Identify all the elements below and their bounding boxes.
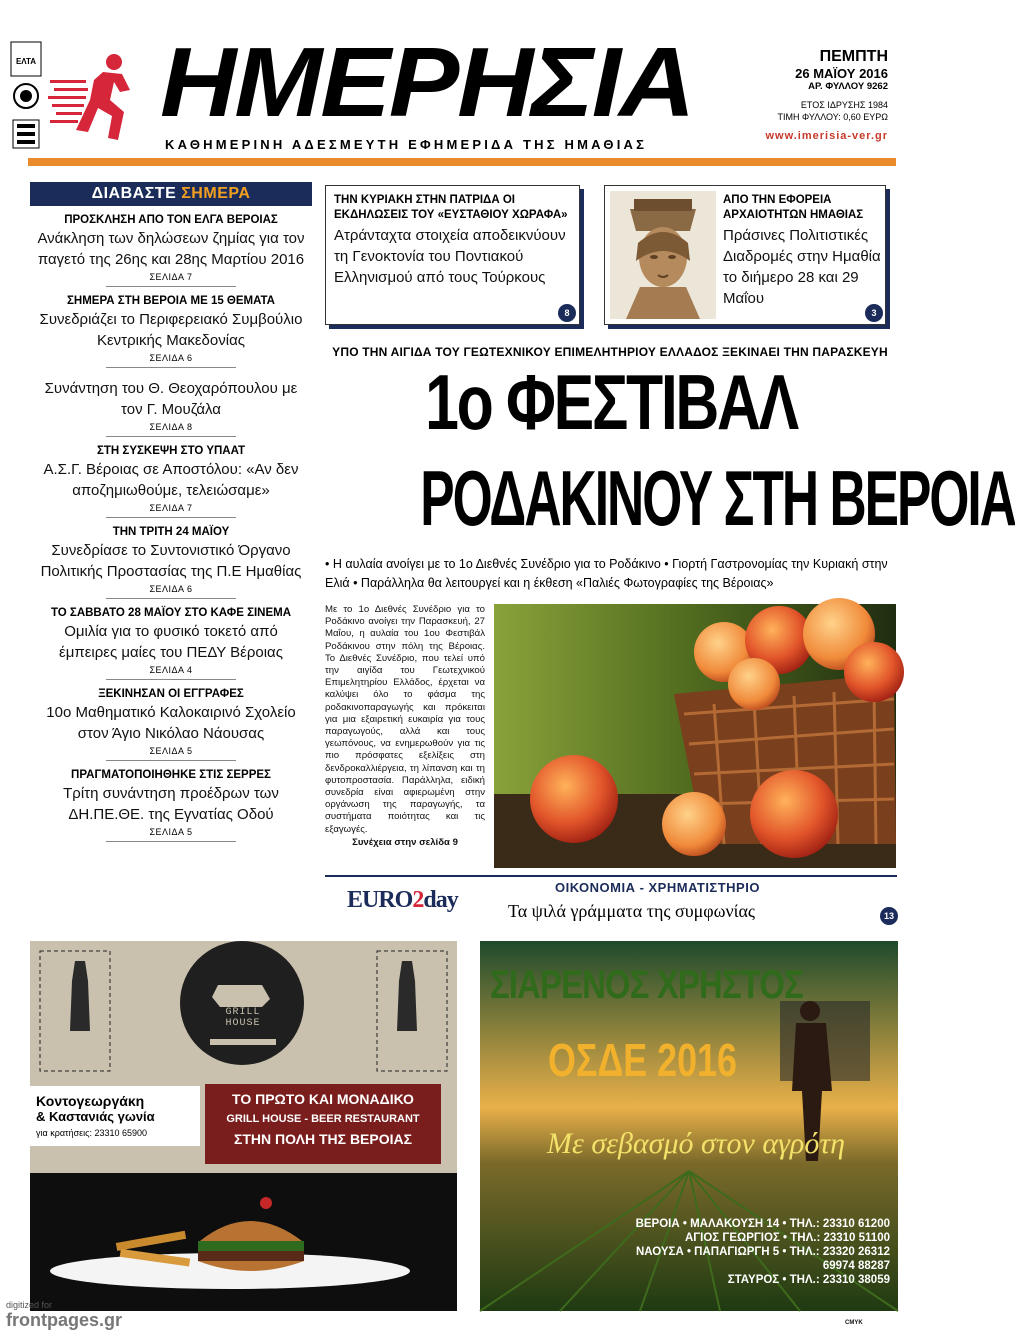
- grill-address-block: [36, 1093, 196, 1138]
- grill-line-1: ΤΟ ΠΡΩΤΟ ΚΑΙ ΜΟΝΑΔΙΚΟ: [232, 1091, 414, 1107]
- farm-contacts: [590, 1217, 890, 1287]
- farm-name: ΣΙΑΡΕΝΟΣ ΧΡΗΣΤΟΣ: [490, 963, 803, 1007]
- lead-headline-line-1: 1ο ΦΕΣΤΙΒΑΛ: [425, 358, 797, 446]
- runner-logo-icon: [48, 50, 148, 145]
- founded-year: ΕΤΟΣ ΙΔΡΥΣΗΣ 1984: [800, 100, 888, 110]
- farm-contact-line: ΑΓΙΟΣ ΓΕΩΡΓΙΟΣ • ΤΗΛ.: 23310 51100: [684, 1232, 890, 1244]
- today-story[interactable]: [30, 287, 312, 368]
- issue-price: ΤΙΜΗ ΦΥΛΛΟΥ: 0,60 ΕΥΡΩ: [777, 112, 888, 122]
- euro2day-logo-c: day: [423, 887, 458, 913]
- euro2day-logo-a: EURO: [347, 887, 413, 913]
- lead-article-body: Με το 1ο Διεθνές Συνέδριο για το Ροδάκινο ανοίγει την Παρασκευή, 27 Μαΐου, η αυλαία του 1ου Φεστιβάλ Ροδάκινου στην πόλη της Βέροιας. Το Διεθνές Συνέδριο, που τελεί υπό την αιγίδα του Γεωτεχνικού Επιμελητηρίου Ελλάδος, έρχεται να καλύψει όλο το φάσμα της ροδακινοπαραγωγής και πρόκειται για μια εξαιρετική ευκαιρία για τους παραγωγούς, αλλά και τους γεωπόνους, να ενημερωθούν για τις πιο πρόσφατες εξελίξεις στη δενδροκαλλιέργεια, τη λίπανση και τη φυτοπροστασία. Παράλληλα, ειδική συνεδρία είναι αφιερωμένη στην οργάνωση της παραγωγής, τα συστήματα ποιότητας και τις εξαγωγές.: [325, 604, 485, 835]
- today-story-page: ΣΕΛΙΔΑ 5: [106, 827, 236, 842]
- lead-article: [325, 604, 485, 849]
- farm-contact-line: ΝΑΟΥΣΑ • ΠΑΠΑΓΙΩΡΓΗ 5 • ΤΗΛ.: 23320 26312: [635, 1246, 890, 1258]
- today-story-kicker: ΣΤΗ ΣΥΣΚΕΨΗ ΣΤΟ ΥΠΑΑΤ: [97, 445, 245, 457]
- postal-badges: [10, 40, 44, 150]
- teaser-genocide[interactable]: [325, 185, 580, 325]
- website-link[interactable]: www.imerisia-ver.gr: [765, 130, 888, 142]
- grill-line-3: ΣΤΗΝ ΠΟΛΗ ΤΗΣ ΒΕΡΟΙΑΣ: [233, 1131, 413, 1147]
- today-story[interactable]: [30, 206, 312, 287]
- today-story[interactable]: [30, 599, 312, 680]
- today-story-page: ΣΕΛΙΔΑ 7: [106, 272, 236, 287]
- lead-headline[interactable]: [322, 358, 1015, 542]
- lead-headline-line-2: ΡΟΔΑΚΙΝΟΥ ΣΤΗ ΒΕΡΟΙΑ: [420, 454, 1015, 542]
- economy-page: 13: [880, 907, 898, 925]
- euro2day-logo: [347, 887, 458, 914]
- today-story-page: ΣΕΛΙΔΑ 6: [106, 353, 236, 368]
- today-story-page: ΣΕΛΙΔΑ 4: [106, 665, 236, 680]
- farm-osde: ΟΣΔΕ 2016: [548, 1034, 737, 1086]
- today-story-body: Συνεδρίασε το Συντονιστικό Όργανο Πολιτικής Προστασίας της Π.Ε Ημαθίας: [40, 542, 302, 580]
- teaser-archaeology-body: Πράσινες Πολιτιστικές Διαδρομές στην Ημαθία το διήμερο 28 και 29 Μαΐου: [723, 227, 881, 307]
- masthead-rule: [28, 158, 896, 166]
- farm-slogan: Με σεβασμό στον αγρότη: [547, 1127, 845, 1160]
- farm-contact-line: 69974 88287: [822, 1260, 890, 1272]
- grill-slogan-block: [210, 1091, 436, 1147]
- today-story-body: Ανάκληση των δηλώσεων ζημίας για τον παγετό της 26ης και 28ης Μαρτίου 2016: [37, 230, 305, 268]
- today-story-page: ΣΕΛΙΔΑ 5: [106, 746, 236, 761]
- today-story[interactable]: [30, 518, 312, 599]
- economy-body: Τα ψιλά γράμματα της συμφωνίας: [508, 901, 756, 921]
- siarenos-ad[interactable]: [480, 941, 898, 1311]
- teaser-genocide-kicker: ΤΗΝ ΚΥΡΙΑΚΗ ΣΤΗΝ ΠΑΤΡΙΔΑ ΟΙ ΕΚΔΗΛΩΣΕΙΣ ΤΟΥ «ΕΥΣΤΑΘΙΟΥ ΧΩΡΑΦΑ»: [334, 194, 568, 221]
- grill-house-ad[interactable]: [30, 941, 457, 1311]
- teaser-genocide-page: 8: [558, 304, 576, 322]
- grill-line-2: GRILL HOUSE - BEER RESTAURANT: [226, 1113, 420, 1125]
- issue-day: ΠΕΜΠΤΗ: [819, 48, 888, 65]
- today-story[interactable]: [30, 368, 312, 437]
- today-story-kicker: ΞΕΚΙΝΗΣΑΝ ΟΙ ΕΓΓΡΑΦΕΣ: [98, 688, 244, 700]
- elta-text: ΕΛΤΑ: [15, 57, 37, 66]
- grill-phone: για κρατήσεις: 23310 65900: [36, 1128, 148, 1138]
- farm-contact-line: ΒΕΡΟΙΑ • ΜΑΛΑΚΟΥΣΗ 14 • ΤΗΛ.: 23310 61200: [635, 1218, 890, 1230]
- today-story-body: Συνεδριάζει το Περιφερειακό Συμβούλιο Κεντρικής Μακεδονίας: [39, 311, 303, 349]
- teaser-archaeology-page: 3: [865, 304, 883, 322]
- cmyk-marker: CMYK: [845, 1320, 863, 1326]
- lead-bullets: • Η αυλαία ανοίγει με το 1ο Διεθνές Συνέδριο για το Ροδάκινο • Γιορτή Γαστρονομίας την Κυριακή στην Ελιά • Παράλληλα θα λειτουργεί και η έκθεση «Παλιές Φωτογραφίες της Βέροιας»: [325, 557, 888, 590]
- today-story-page: ΣΕΛΙΔΑ 7: [106, 503, 236, 518]
- today-story-page: ΣΕΛΙΔΑ 8: [106, 422, 236, 437]
- farm-contact-line: ΣΤΑΥΡΟΣ • ΤΗΛ.: 23310 38059: [727, 1274, 890, 1286]
- teaser-archaeology[interactable]: [604, 185, 886, 325]
- grill-address-1: Κοντογεωργάκη: [36, 1093, 145, 1109]
- digitized-label: digitized for: [6, 1300, 53, 1310]
- today-story[interactable]: [30, 761, 312, 842]
- read-today-column: [30, 182, 312, 842]
- teaser-archaeology-kicker: ΑΠΟ ΤΗΝ ΕΦΟΡΕΙΑ ΑΡΧΑΙΟΤΗΤΩΝ ΗΜΑΘΙΑΣ: [723, 194, 864, 221]
- read-today-header-a: ΔΙΑΒΑΣΤΕ: [91, 185, 182, 202]
- grill-address-2: & Καστανιάς γωνία: [36, 1109, 155, 1124]
- economy-teaser[interactable]: [325, 875, 897, 930]
- today-story-body: Συνάντηση του Θ. Θεοχαρόπουλου με τον Γ. Μουζάλα: [44, 380, 298, 418]
- economy-kicker: ΟΙΚΟΝΟΜΙΑ - ΧΡΗΜΑΤΙΣΤΗΡΙΟ: [555, 880, 760, 895]
- today-story-body: 10ο Μαθηματικό Καλοκαιρινό Σχολείο στον Άγιο Νικόλαο Νάουσας: [46, 704, 296, 742]
- lead-continued-link[interactable]: Συνέχεια στην σελίδα 9: [352, 836, 458, 848]
- issue-info: [748, 48, 888, 142]
- statue-image: [610, 191, 716, 319]
- frontpages-logo[interactable]: frontpages.gr: [6, 1310, 123, 1330]
- euro2day-logo-b: 2: [412, 887, 424, 913]
- today-story-kicker: ΤΗΝ ΤΡΙΤΗ 24 ΜΑΪΟΥ: [112, 526, 230, 538]
- today-story-page: ΣΕΛΙΔΑ 6: [106, 584, 236, 599]
- masthead-subtitle: ΚΑΘΗΜΕΡΙΝΗ ΑΔΕΣΜΕΥΤΗ ΕΦΗΜΕΡΙΔΑ ΤΗΣ ΗΜΑΘΙΑΣ: [165, 137, 648, 152]
- story-list: [30, 206, 312, 842]
- today-story[interactable]: [30, 437, 312, 518]
- read-today-header: [30, 182, 312, 206]
- today-story-kicker: ΠΡΑΓΜΑΤΟΠΟΙΗΘΗΚΕ ΣΤΙΣ ΣΕΡΡΕΣ: [71, 769, 271, 781]
- issue-number: ΑΡ. ΦΥΛΛΟΥ 9262: [808, 81, 888, 92]
- peaches-photo: [494, 604, 896, 868]
- today-story-kicker: ΣΗΜΕΡΑ ΣΤΗ ΒΕΡΟΙΑ ΜΕ 15 ΘΕΜΑΤΑ: [67, 295, 275, 307]
- today-story[interactable]: [30, 680, 312, 761]
- read-today-header-b: ΣΗΜΕΡΑ: [181, 185, 251, 202]
- grill-logo-text: GRILL HOUSE: [225, 1007, 261, 1029]
- today-story-body: Α.Σ.Γ. Βέροιας σε Αποστόλου: «Αν δεν αποζημιωθούμε, τελειώσαμε»: [43, 461, 299, 499]
- issue-date: 26 ΜΑΪΟΥ 2016: [795, 66, 888, 81]
- today-story-body: Ομιλία για το φυσικό τοκετό από έμπειρες μαίες του ΠΕΔΥ Βέροιας: [59, 623, 283, 661]
- today-story-kicker: ΤΟ ΣΑΒΒΑΤΟ 28 ΜΑΪΟΥ ΣΤΟ ΚΑΦΕ ΣΙΝΕΜΑ: [50, 607, 292, 619]
- today-story-body: Τρίτη συνάντηση προέδρων των ΔΗ.ΠΕ.ΘΕ. της Εγνατίας Οδού: [63, 785, 279, 823]
- today-story-kicker: ΠΡΟΣΚΛΗΣΗ ΑΠΟ ΤΟΝ ΕΛΓΑ ΒΕΡΟΙΑΣ: [64, 214, 278, 226]
- lead-overline: ΥΠΟ ΤΗΝ ΑΙΓΙΔΑ ΤΟΥ ΓΕΩΤΕΧΝΙΚΟΥ ΕΠΙΜΕΛΗΤΗΡΙΟΥ ΕΛΛΑΔΟΣ ΞΕΚΙΝΑΕΙ ΤΗΝ ΠΑΡΑΣΚΕΥΗ: [332, 345, 888, 359]
- masthead-title[interactable]: ΗΜΕΡΗΣΙΑ: [160, 27, 694, 137]
- teaser-genocide-body: Ατράνταχτα στοιχεία αποδεικνύουν τη Γενοκτονία του Ποντιακού Ελληνισμού από τους Τούρκους: [334, 227, 566, 286]
